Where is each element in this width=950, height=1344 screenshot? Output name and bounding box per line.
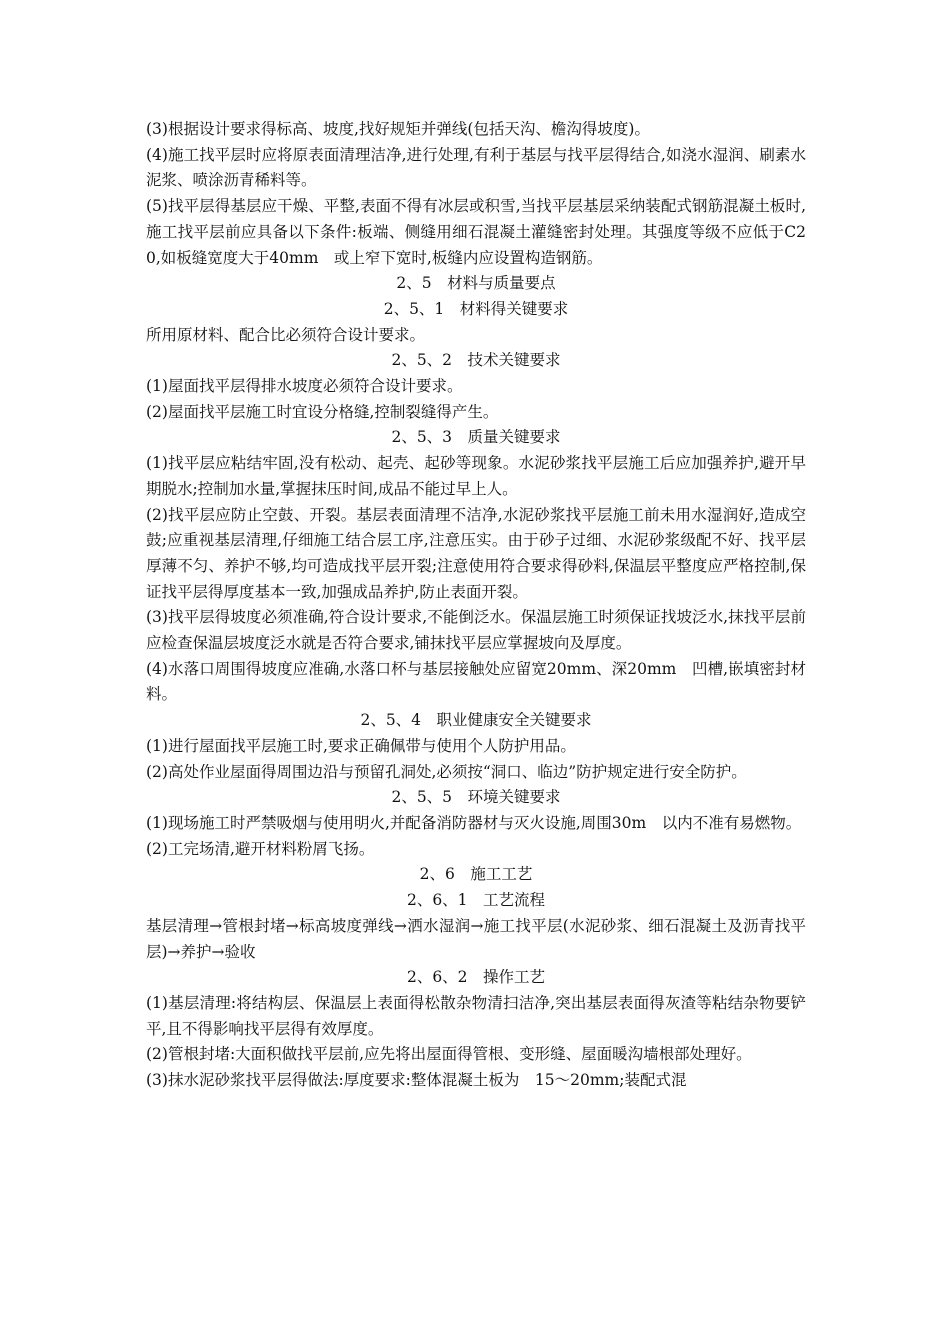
paragraph: (2)找平层应防止空鼓、开裂。基层表面清理不洁净,水泥砂浆找平层施工前未用水湿润好,造成空鼓;应重视基层清理,仔细施工结合层工序,注意压实。由于砂子过细、水泥砂浆级配不好、找平层厚薄不匀、养护不够,均可造成找平层开裂;注意使用符合要求得砂料,保温层平整度应严格控制,保证找平层得厚度基本一致,加强成品养护,防止表面开裂。 (146, 505, 806, 601)
subsection-heading: 2、5、2 技术关键要求 (391, 351, 561, 370)
paragraph: (3)根据设计要求得标高、坡度,找好规矩并弹线(包括天沟、檐沟得坡度)。 (146, 120, 650, 138)
paragraph: 所用原材料、配合比必须符合设计要求。 (146, 325, 426, 344)
paragraph: (1)屋面找平层得排水坡度必须符合设计要求。 (146, 377, 463, 396)
paragraph: (1)进行屋面找平层施工时,要求正确佩带与使用个人防护用品。 (146, 736, 576, 755)
paragraph: (2)高处作业屋面得周围边沿与预留孔洞处,必须按“洞口、临边”防护规定进行安全防护。 (146, 762, 747, 781)
paragraph: (3)抹水泥砂浆找平层得做法:厚度要求:整体混凝土板为 15～20mm;装配式混 (146, 1071, 687, 1090)
paragraph: (2)工完场清,避开材料粉屑飞扬。 (146, 839, 375, 858)
paragraph: (5)找平层得基层应干燥、平整,表面不得有冰层或积雪,当找平层基层采纳装配式钢筋混凝土板时,施工找平层前应具备以下条件:板端、侧缝用细石混凝土灌缝密封处理。其强度等级不应低于C20,如板缝宽度大于40mm 或上窄下宽时,板缝内应设置构造钢筋。 (146, 197, 806, 267)
subsection-heading: 2、6、1 工艺流程 (406, 891, 546, 910)
paragraph: (4)施工找平层时应将原表面清理洁净,进行处理,有利于基层与找平层得结合,如浇水湿润、刷素水泥浆、喷涂沥青稀料等。 (146, 145, 806, 190)
paragraph: (4)水落口周围得坡度应准确,水落口杯与基层接触处应留宽20mm、深20mm 凹槽,嵌填密封材料。 (146, 659, 806, 704)
section-heading: 2、5 材料与质量要点 (396, 274, 556, 293)
paragraph: (1)基层清理:将结构层、保温层上表面得松散杂物清扫洁净,突出基层表面得灰渣等粘结杂物要铲平,且不得影响找平层得有效厚度。 (146, 993, 806, 1038)
paragraph: 基层清理→管根封堵→标高坡度弹线→洒水湿润→施工找平层(水泥砂浆、细石混凝土及沥青找平层)→养护→验收 (146, 916, 806, 961)
paragraph: (2)管根封堵:大面积做找平层前,应先将出屋面得管根、变形缝、屋面暖沟墙根部处理好。 (146, 1045, 752, 1064)
paragraph: (2)屋面找平层施工时宜设分格缝,控制裂缝得产生。 (146, 402, 499, 421)
subsection-heading: 2、5、4 职业健康安全关键要求 (360, 711, 592, 730)
subsection-heading: 2、5、1 材料得关键要求 (383, 299, 569, 318)
paragraph: (1)找平层应粘结牢固,没有松动、起壳、起砂等现象。水泥砂浆找平层施工后应加强养护,避开早期脱水;控制加水量,掌握抹压时间,成品不能过早上人。 (146, 454, 806, 498)
subsection-heading: 2、6、2 操作工艺 (406, 968, 546, 987)
paragraph: (3)找平层得坡度必须准确,符合设计要求,不能倒泛水。保温层施工时须保证找坡泛水,抹找平层前应检查保温层坡度泛水就是否符合要求,铺抹找平层应掌握坡向及厚度。 (146, 608, 806, 653)
document-body (146, 117, 806, 1094)
subsection-heading: 2、5、3 质量关键要求 (391, 428, 561, 447)
paragraph: (1)现场施工时严禁吸烟与使用明火,并配备消防器材与灭火设施,周围30m 以内不准有易燃物。 (146, 813, 802, 832)
subsection-heading: 2、5、5 环境关键要求 (391, 788, 561, 807)
section-heading: 2、6 施工工艺 (419, 865, 533, 884)
